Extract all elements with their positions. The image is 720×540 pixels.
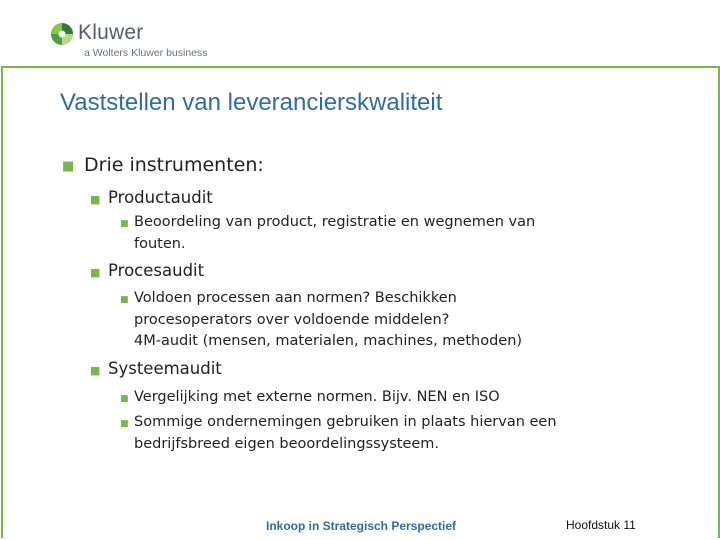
globe-logo-icon	[50, 22, 74, 46]
square-bullet-icon: ■	[62, 159, 75, 174]
bullet-main	[62, 153, 264, 179]
logo-tagline: a Wolters Kluwer business	[84, 47, 208, 59]
bullet-systeemaudit-item-text: Sommige ondernemingen gebruiken in plaats hiervan een bedrijfsbreed eigen beoordelingssysteem.	[134, 414, 557, 452]
square-bullet-icon: ■	[120, 219, 129, 229]
bullet-procesaudit	[90, 260, 204, 284]
square-bullet-icon: ■	[90, 193, 101, 206]
bullet-systeemaudit-item	[120, 387, 500, 411]
square-bullet-icon: ■	[90, 364, 101, 377]
footer-chapter: Hoofdstuk 11	[566, 518, 636, 532]
footer-course-title: Inkoop in Strategisch Perspectief	[266, 519, 457, 533]
bullet-procesaudit-item	[120, 288, 522, 353]
kluwer-logo	[50, 20, 240, 62]
bullet-procesaudit-label: Procesaudit	[108, 261, 205, 280]
bullet-systeemaudit-item-text: Vergelijking met externe normen. Bijv. NEN en ISO	[134, 389, 500, 405]
bullet-productaudit-item-text: Beoordeling van product, registratie en wegnemen van fouten.	[134, 214, 536, 252]
bullet-main-text: Drie instrumenten:	[84, 154, 264, 176]
square-bullet-icon: ■	[120, 394, 129, 404]
square-bullet-icon: ■	[90, 266, 101, 279]
square-bullet-icon: ■	[120, 419, 129, 429]
slide-title: Vaststellen van leverancierskwaliteit	[60, 89, 443, 116]
bullet-productaudit-item	[120, 212, 535, 255]
bullet-productaudit-label: Productaudit	[108, 188, 213, 207]
square-bullet-icon: ■	[120, 295, 129, 305]
bullet-systeemaudit	[90, 358, 222, 382]
bullet-procesaudit-item-text: Voldoen processen aan normen? Beschikken procesoperators over voldoende middelen? 4M-audit (mensen, materialen, machines, methoden)	[134, 290, 523, 349]
bullet-systeemaudit-label: Systeemaudit	[108, 359, 222, 378]
bullet-productaudit	[90, 187, 213, 211]
bullet-systeemaudit-item	[120, 412, 557, 455]
logo-name: Kluwer	[78, 21, 144, 44]
